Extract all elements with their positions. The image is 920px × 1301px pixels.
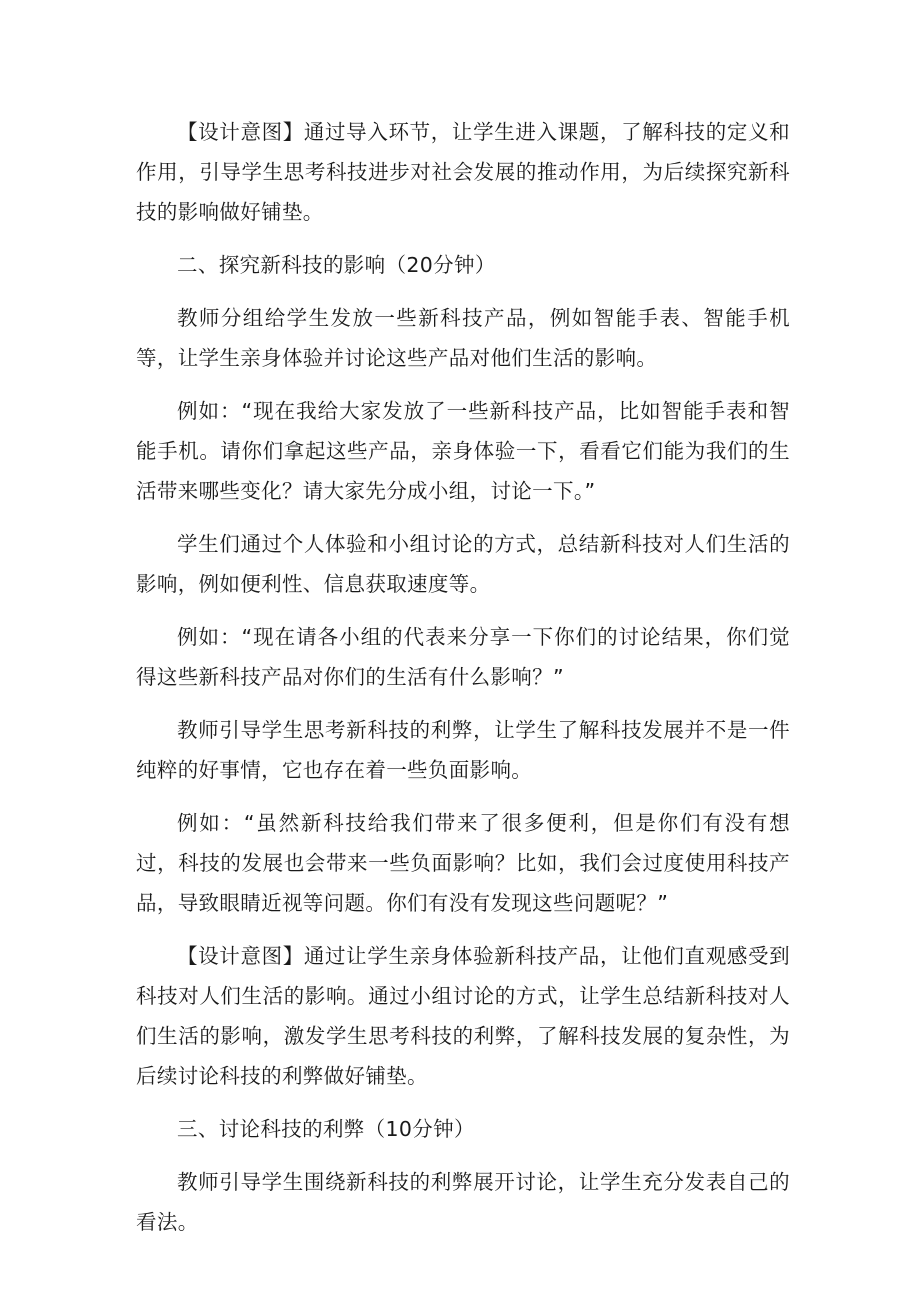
body-paragraph: 学生们通过个人体验和小组讨论的方式，总结新科技对人们生活的影响，例如便利性、信息获取速度等。 <box>136 532 790 596</box>
body-paragraph: 教师分组给学生发放一些新科技产品，例如智能手表、智能手机等，让学生亲身体验并讨论这些产品对他们生活的影响。 <box>136 306 790 370</box>
example-paragraph: 例如：“现在请各小组的代表来分享一下你们的讨论结果，你们觉得这些新科技产品对你们的生活有什么影响？” <box>136 625 790 689</box>
example-paragraph: 例如：“虽然新科技给我们带来了很多便利，但是你们有没有想过，科技的发展也会带来一些负面影响？比如，我们会过度使用科技产品，导致眼睛近视等问题。你们有没有发现这些问题呢？” <box>136 811 790 915</box>
design-intent-paragraph-1: 【设计意图】通过导入环节，让学生进入课题，了解科技的定义和作用，引导学生思考科技进步对社会发展的推动作用，为后续探究新科技的影响做好铺垫。 <box>136 120 790 224</box>
design-intent-paragraph-2: 【设计意图】通过让学生亲身体验新科技产品，让他们直观感受到科技对人们生活的影响。通过小组讨论的方式，让学生总结新科技对人们生活的影响，激发学生思考科技的利弊，了解科技发展的复杂性，为后续讨论科技的利弊做好铺垫。 <box>136 944 790 1088</box>
section-heading-discuss: 三、讨论科技的利弊（10分钟） <box>177 1117 475 1141</box>
body-paragraph: 教师引导学生围绕新科技的利弊展开讨论，让学生充分发表自己的看法。 <box>136 1170 790 1234</box>
document-body <box>136 112 790 1255</box>
section-heading-explore: 二、探究新科技的影响（20分钟） <box>177 253 496 277</box>
body-paragraph: 教师引导学生思考新科技的利弊，让学生了解科技发展并不是一件纯粹的好事情，它也存在着一些负面影响。 <box>136 718 790 782</box>
example-paragraph: 例如：“现在我给大家发放了一些新科技产品，比如智能手表和智能手机。请你们拿起这些产品，亲身体验一下，看看它们能为我们的生活带来哪些变化？请大家先分成小组，讨论一下。” <box>136 399 790 503</box>
